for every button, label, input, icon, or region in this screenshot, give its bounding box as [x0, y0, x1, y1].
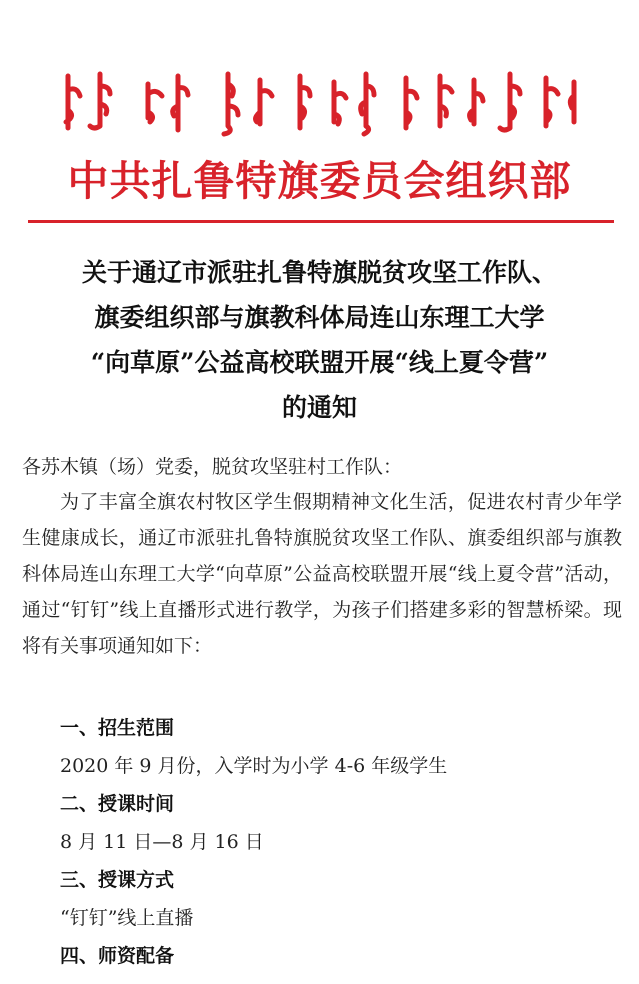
- section-content-teaching-method: “钉钉”线上直播: [60, 907, 194, 929]
- section-heading-class-time: 二、授课时间: [60, 793, 175, 815]
- title-line: “向草原”公益高校联盟开展“线上夏令营”: [90, 348, 549, 377]
- addressee-line: 各苏木镇（场）党委，脱贫攻坚驻村工作队：: [22, 456, 403, 478]
- section-heading-enrollment-scope: 一、招生范围: [60, 717, 175, 739]
- title-line: 关于通辽市派驻扎鲁特旗脱贫攻坚工作队、: [81, 258, 557, 287]
- section-content-enrollment-scope: 2020 年 9 月份，入学时为小学 4-6 年级学生: [60, 755, 448, 777]
- section-heading-teaching-method: 三、授课方式: [60, 869, 175, 891]
- section-heading-teacher-allocation: 四、师资配备: [60, 945, 175, 967]
- red-divider-line: [28, 220, 614, 223]
- intro-paragraph: 为了丰富全旗农村牧区学生假期精神文化生活，促进农村青少年学生健康成长，通辽市派驻扎鲁特旗脱贫攻坚工作队、旗委组织部与旗教科体局连山东理工大学“向草原”公益高校联盟开展“线上夏令营”活动，通过“钉钉”线上直播形式进行教学，为孩子们搭建多彩的智慧桥梁。现将有关事项通知如下：: [22, 491, 622, 657]
- section-content-class-time: 8 月 11 日—8 月 16 日: [60, 831, 264, 853]
- title-line: 的通知: [281, 393, 357, 422]
- mongolian-script-header: [60, 66, 580, 138]
- mongolian-script-graphic: [60, 66, 580, 138]
- title-line: 旗委组织部与旗教科体局连山东理工大学: [94, 303, 545, 332]
- issuing-organization-title: 中共扎鲁特旗委员会组织部: [67, 157, 572, 205]
- document-title: [0, 250, 639, 430]
